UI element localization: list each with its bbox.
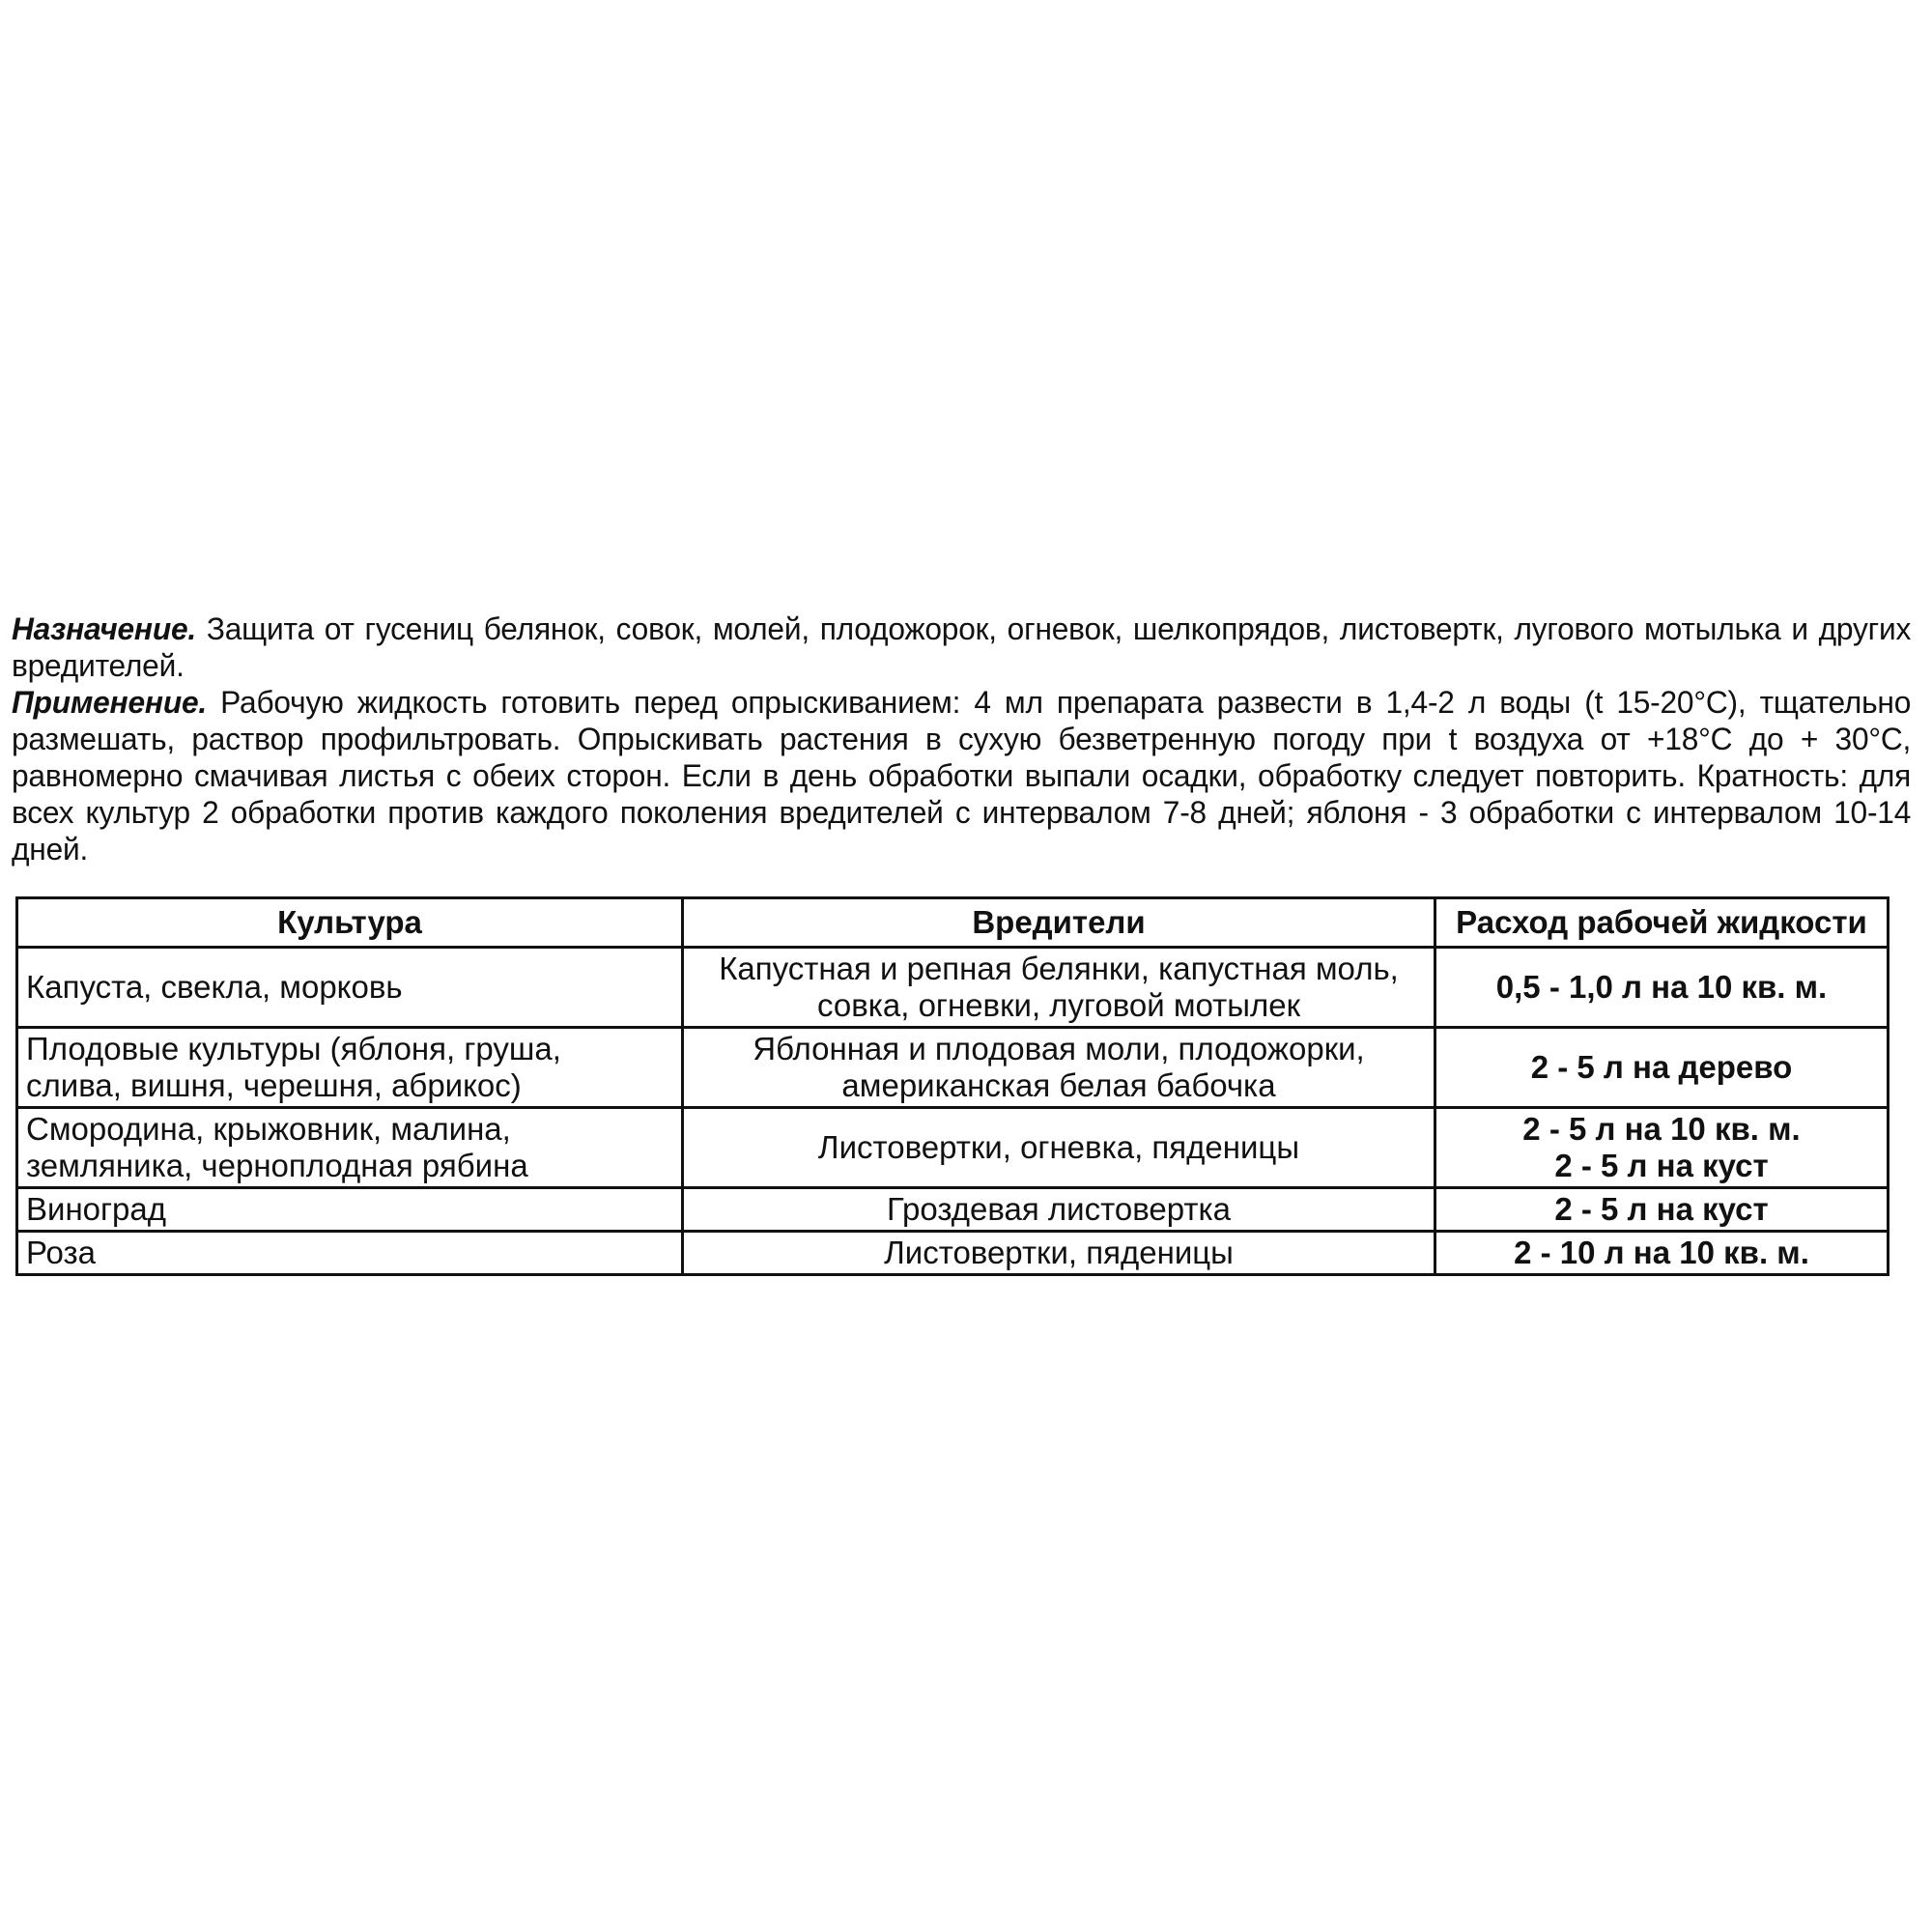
application-paragraph	[12, 684, 1911, 867]
pests-cell	[683, 1232, 1435, 1275]
usage-table	[15, 896, 1889, 1276]
rate-cell-line: 2 - 5 л на 10 кв. м.	[1522, 1111, 1801, 1147]
purpose-text: Защита от гусениц белянок, совок, молей, плодожорок, огневок, шелкопрядов, листовертк, лугового мотылька и других вредителей.	[12, 611, 1912, 683]
purpose-label: Назначение.	[12, 611, 197, 646]
pests-cell	[683, 1028, 1435, 1108]
rate-cell-line: 0,5 - 1,0 л на 10 кв. м.	[1495, 969, 1828, 1005]
culture-cell	[17, 1188, 683, 1232]
culture-cell	[17, 1028, 683, 1108]
header-rate: Расход рабочей жидкости	[1435, 898, 1889, 948]
pests-cell-line: Гроздевая листовертка	[887, 1191, 1231, 1227]
table-header-row	[17, 898, 1889, 948]
pests-cell-line: Листовертки, пяденицы	[884, 1235, 1234, 1270]
table-row	[17, 1108, 1889, 1188]
purpose-paragraph	[12, 611, 1911, 684]
rate-cell-line: 2 - 10 л на 10 кв. м.	[1514, 1235, 1809, 1270]
header-pests: Вредители	[683, 898, 1435, 948]
pests-cell-line: Яблонная и плодовая моли, плодожорки,	[753, 1031, 1365, 1066]
pests-cell-line: Капустная и репная белянки, капустная моль,	[719, 951, 1399, 986]
rate-cell-line: 2 - 5 л на дерево	[1530, 1049, 1793, 1085]
header-culture: Культура	[17, 898, 683, 948]
pests-cell	[683, 1188, 1435, 1232]
culture-cell-line: слива, вишня, черешня, абрикос)	[26, 1067, 522, 1103]
culture-cell-line: Виноград	[26, 1191, 167, 1227]
culture-cell	[17, 1108, 683, 1188]
rate-cell	[1435, 1232, 1889, 1275]
application-label: Применение.	[12, 685, 208, 720]
rate-cell-line: 2 - 5 л на куст	[1554, 1148, 1769, 1183]
rate-cell	[1435, 1108, 1889, 1188]
culture-cell-line: Роза	[26, 1235, 97, 1270]
rate-cell	[1435, 948, 1889, 1028]
table-row	[17, 1188, 1889, 1232]
table-row	[17, 948, 1889, 1028]
rate-cell-line: 2 - 5 л на куст	[1554, 1191, 1769, 1227]
culture-cell-line: земляника, черноплодная рябина	[26, 1148, 528, 1183]
instructions-text	[12, 611, 1920, 867]
culture-cell-line: Плодовые культуры (яблоня, груша,	[26, 1031, 561, 1066]
culture-cell-line: Капуста, свекла, морковь	[26, 969, 403, 1005]
table-body	[17, 948, 1889, 1275]
application-text: Рабочую жидкость готовить перед опрыскиванием: 4 мл препарата развести в 1,4-2 л воды (t 15-20°C), тщательно размешать, раствор профильтровать. Опрыскивать растения в сухую безветренную погоду при t воздуха от +18°C до + 30°C, равномерно смачивая листья с обеих сторон. Если в день обработки выпали осадки, обработку следует повторить. Кратность: для всех культур 2 обработки против каждого поколения вредителей с интервалом 7-8 дней; яблоня - 3 обработки с интервалом 10-14 дней.	[12, 685, 1912, 867]
culture-cell-line: Смородина, крыжовник, малина,	[26, 1111, 511, 1147]
pests-cell-line: совка, огневки, луговой мотылек	[816, 987, 1301, 1023]
rate-cell	[1435, 1028, 1889, 1108]
pests-cell	[683, 948, 1435, 1028]
table-row	[17, 1028, 1889, 1108]
culture-cell	[17, 1232, 683, 1275]
pests-cell-line: американская белая бабочка	[841, 1067, 1276, 1103]
pests-cell	[683, 1108, 1435, 1188]
rate-cell	[1435, 1188, 1889, 1232]
table-row	[17, 1232, 1889, 1275]
pests-cell-line: Листовертки, огневка, пяденицы	[817, 1129, 1300, 1165]
culture-cell	[17, 948, 683, 1028]
